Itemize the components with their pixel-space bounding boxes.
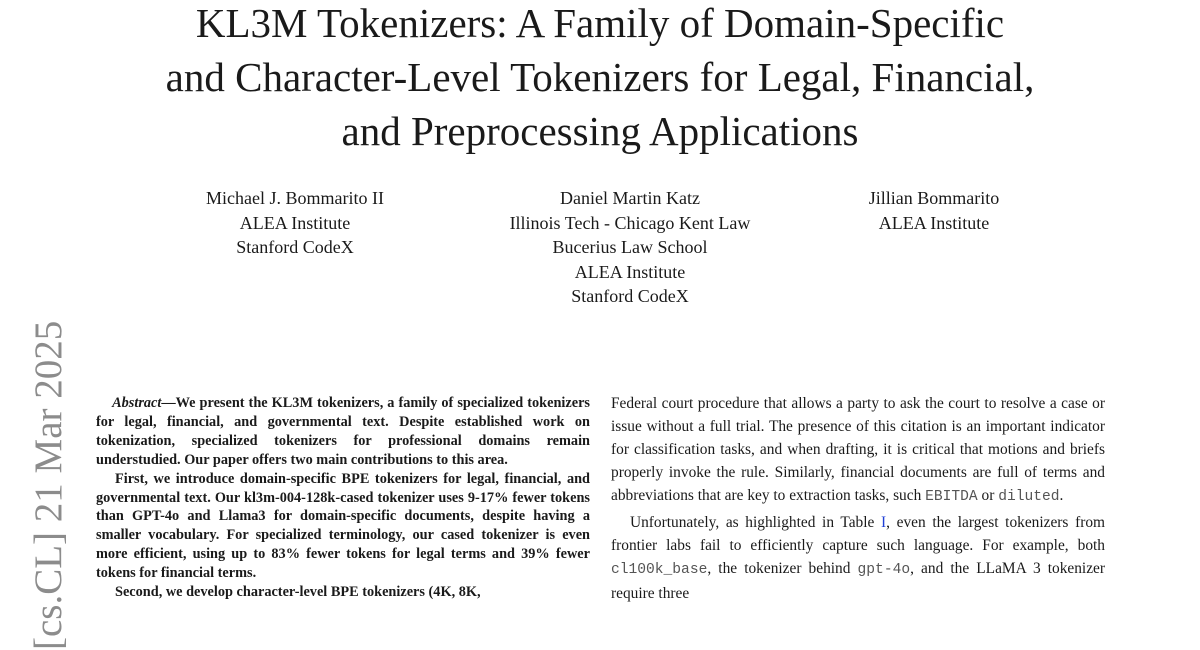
author-block-1 — [175, 186, 415, 260]
title-line-1: KL3M Tokenizers: A Family of Domain-Specific — [195, 0, 1005, 46]
inline-code: gpt-4o — [857, 562, 911, 578]
inline-code: cl100k_base — [611, 562, 708, 578]
arxiv-stamp: [cs.CL] 21 Mar 2025 — [27, 320, 70, 650]
abstract-paragraph: First, we introduce domain-specific BPE tokenizers for legal, financial, and governmental text. Our kl3m-004-128k-cased tokenizer uses 9-17% fewer tokens than GPT-4o and Llama3 for domain-specific documents, despite having a smaller vocabulary. For specialized terminology, our cased tokenizer is even more efficient, using up to 83% fewer tokens for legal terms and 39% fewer tokens for financial terms. — [96, 470, 590, 582]
author-block-2 — [480, 186, 780, 309]
author-name: Daniel Martin Katz — [560, 188, 700, 208]
author-affiliation: ALEA Institute — [574, 261, 686, 282]
body-paragraph: Federal court procedure that allows a party to ask the court to resolve a case or issue without a full trial. The presence of this citation is an important indicator for classification tasks, and when drafting, it is critical that motions and briefs properly invoke the rule. Similarly, financial documents are full of terms and abbreviations that are key to extraction tasks, such EBITDA or diluted. — [611, 395, 1105, 505]
author-affiliation: Stanford CodeX — [571, 286, 689, 306]
body-paragraph: Unfortunately, as highlighted in Table I, even the largest tokenizers from frontier labs fail to efficiently capture such language. For example, both cl100k_base, the tokenizer behind gpt-4o, and the LLaMA 3 tokenizer require three — [611, 514, 1105, 602]
abstract-paragraph: Abstract—We present the KL3M tokenizers, a family of specialized tokenizers for legal, financial, and governmental text. Despite established work on tokenization, specialized tokenizers for professional domains remain understudied. Our paper offers two main contributions to this area. — [96, 395, 590, 468]
author-name: Michael J. Bommarito II — [206, 188, 384, 208]
inline-code: diluted — [998, 489, 1060, 505]
title-line-2: and Character-Level Tokenizers for Legal, Financial, — [165, 54, 1035, 100]
table-reference-link[interactable]: I — [881, 514, 887, 531]
title-line-3: and Preprocessing Applications — [341, 108, 859, 154]
inline-code: EBITDA — [925, 489, 978, 505]
abstract-column — [96, 394, 590, 602]
author-affiliation: Illinois Tech - Chicago Kent Law — [509, 212, 751, 233]
author-affiliation: ALEA Institute — [878, 212, 990, 233]
body-column — [611, 392, 1105, 605]
abstract-paragraph: Second, we develop character-level BPE tokenizers (4K, 8K, — [115, 584, 481, 601]
author-name: Jillian Bommarito — [868, 188, 1000, 208]
author-block-3 — [834, 186, 1034, 235]
paper-title — [60, 0, 1140, 158]
author-affiliation: Bucerius Law School — [552, 237, 708, 257]
author-affiliation: Stanford CodeX — [236, 237, 354, 257]
author-affiliation: ALEA Institute — [239, 212, 351, 233]
abstract-label: Abstract — [112, 395, 162, 411]
